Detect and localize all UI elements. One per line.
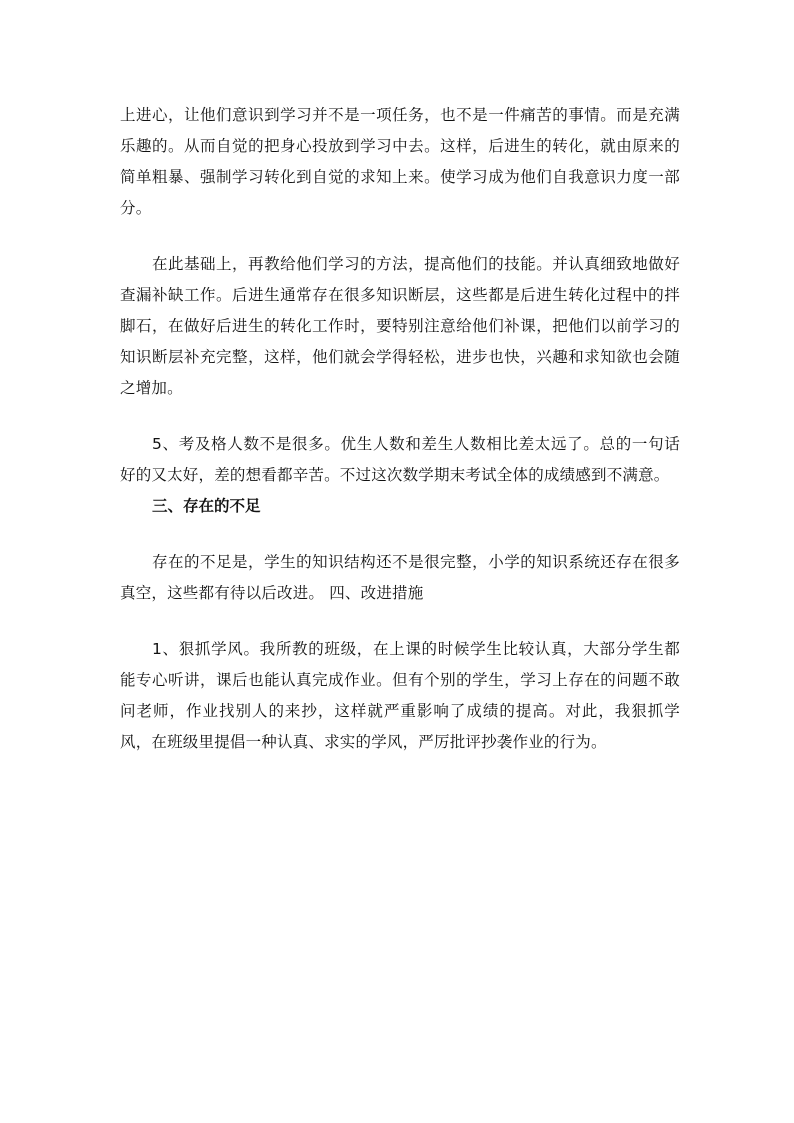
paragraph-continuation: 上进心，让他们意识到学习并不是一项任务，也不是一件痛苦的事情。而是充满乐趣的。从而自觉的把身心投放到学习中去。这样，后进生的转化，就由原来的简单粗暴、强制学习转化到自觉的求知上来。使学习成为他们自我意识力度一部分。 [120,106,680,217]
paragraph-pass-count: 5、考及格人数不是很多。优生人数和差生人数相比差太远了。总的一句话好的又太好，差的想看都辛苦。不过这次数学期末考试全体的成绩感到不满意。 [120,435,680,484]
paragraph-study-style: 1、狠抓学风。我所教的班级，在上课的时候学生比较认真，大部分学生都能专心听讲，课后也能认真完成作业。但有个别的学生，学习上存在的问题不敢问老师，作业找别人的来抄，这样就严重影响了成绩的提高。对此，我狠抓学风，在班级里提倡一种认真、求实的学风，严厉批评抄袭作业的行为。 [120,640,680,751]
document-body [120,100,680,758]
paragraph-shortcomings: 存在的不足是，学生的知识结构还不是很完整，小学的知识系统还存在很多真空，这些都有待以后改进。 四、改进措施 [120,553,680,602]
section-heading-shortcomings: 三、存在的不足 [152,497,261,515]
paragraph-learning-methods: 在此基础上，再教给他们学习的方法，提高他们的技能。并认真细致地做好查漏补缺工作。后进生通常存在很多知识断层，这些都是后进生转化过程中的拌脚石，在做好后进生的转化工作时，要特别注意给他们补课，把他们以前学习的知识断层补充完整，这样，他们就会学得轻松，进步也快，兴趣和求知欲也会随之增加。 [120,255,680,397]
